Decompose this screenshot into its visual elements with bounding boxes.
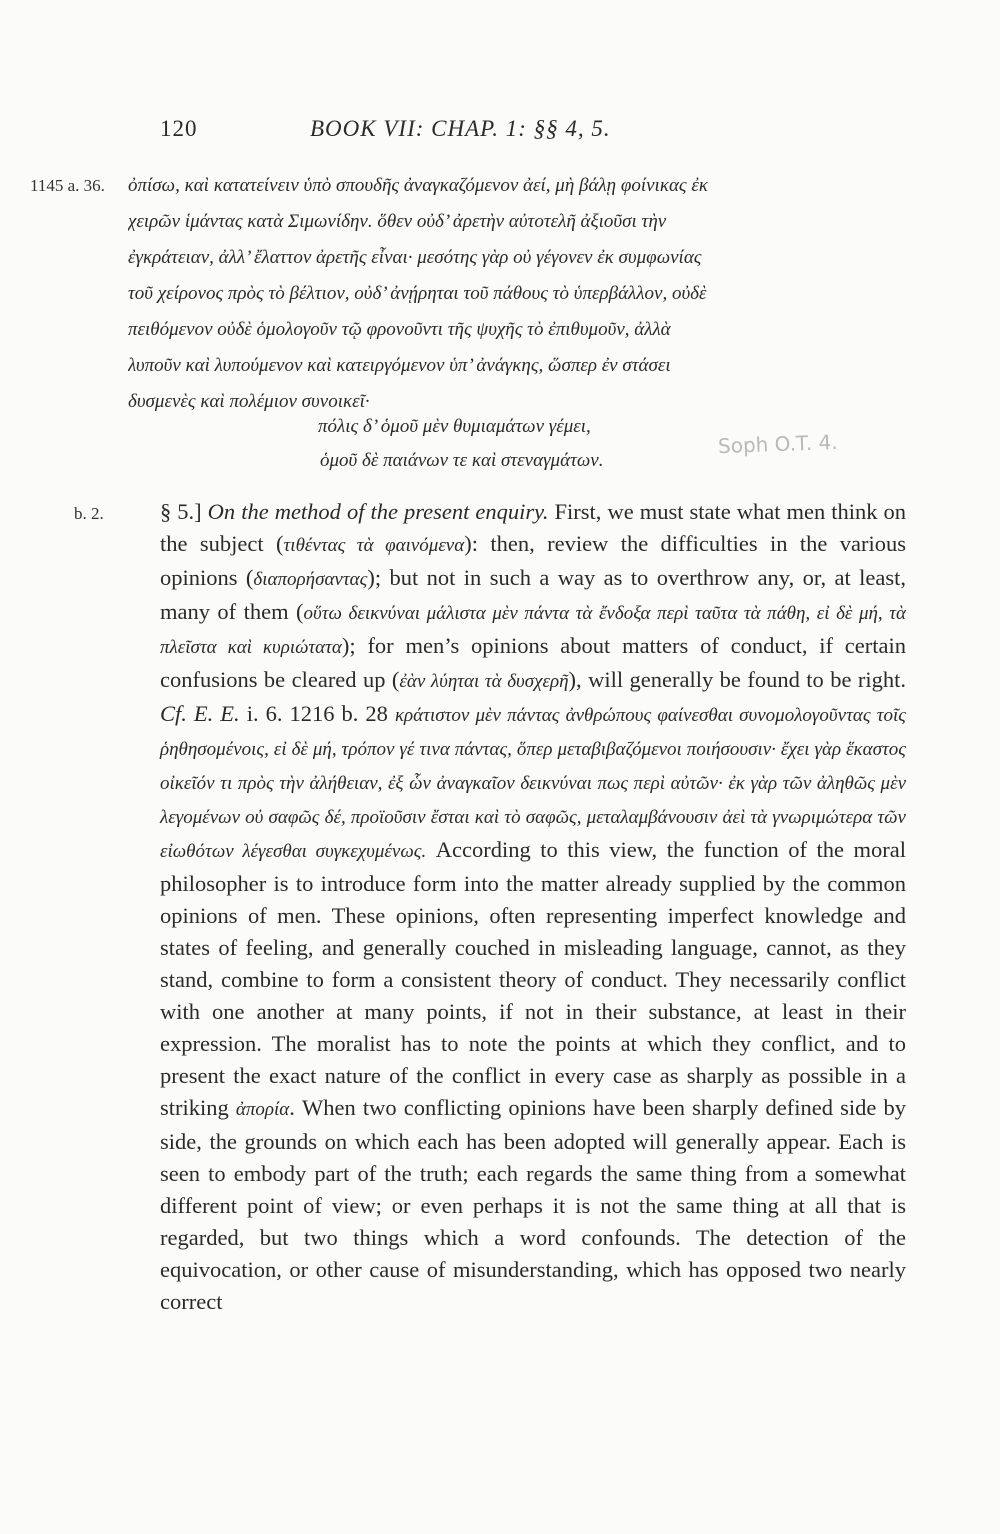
greek-line: πειθόμενον οὐδὲ ὁμολογοῦν τῷ φρονοῦντι τῆς ψυχῆς τὸ ἐπιθυμοῦν, ἀλλὰ: [128, 319, 671, 340]
body-text: ), will generally be found to be right.: [568, 667, 906, 692]
body-text: According to this view, the function of the moral philosopher is to introduce form into the matter already supplied by the common opinions of men. These opinions, often representing imperfect knowledge and states of feeling, and generally couched in misleading language, cannot, as they stand, combine to form a consistent theory of conduct. They necessarily conflict with one another at many points, if not in their substance, at least in their expression. The moralist has to note the points at which they conflict, and to present the exact nature of the conflict in every case as sharply as possible in a striking: [160, 837, 906, 1120]
greek-quotation: κράτιστον μὲν πάντας ἀνθρώπους φαίνεσθαι συνομολογοῦντας τοῖς ῥηθησομένοις, εἰ δὲ μή, τρόπον γέ τινα πάντας, ὅπερ μεταβιβαζόμενοι ποιήσουσιν· ἔχει γὰρ ἕκαστος οἰκεῖόν τι πρὸς τὴν ἀλήθειαν, ἐξ ὧν ἀναγκαῖον δεικνύναι πως περὶ αὐτῶν· ἐκ γὰρ τῶν ἀληθῶς μὲν λεγομένων οὐ σαφῶς δέ, προϊοῦσιν ἔσται καὶ τὸ σαφῶς, μεταλαμβάνουσιν ἀεὶ τὰ γνωριμώτερα τῶν εἰωθότων λέγεσθαι συγκεχυμένως.: [160, 705, 906, 862]
greek-phrase: ἐὰν λύηται τὰ δυσχερῆ: [399, 671, 569, 692]
greek-phrase: ἀπορία: [235, 1099, 290, 1120]
body-text: ); but not in such a way as to overthrow any, or, at least, many of them (: [160, 565, 907, 624]
margin-reference-1145a36: 1145 a. 36.: [30, 176, 105, 195]
body-text: . When two conflicting opinions have been sharply defined side by side, the grounds on which each has been adopted will generally appear. Each is seen to embody part of the truth; each regards the same thing from a somewhat different point of view; or even perhaps it is not the same thing at all that is regarded, but two things which a word confounds. The detection of the equivocation, or other cause of misunderstanding, which has opposed two nearly correct: [160, 1095, 906, 1314]
commentary-paragraph: [160, 496, 906, 1318]
commentary-text: [160, 496, 906, 1318]
greek-phrase: τιθέντας τὰ φαινόμενα: [283, 535, 465, 556]
section-mark: § 5.]: [160, 499, 202, 524]
greek-line: δυσμενὲς καὶ πολέμιον συνοικεῖ·: [128, 391, 370, 412]
margin-reference-b2: b. 2.: [74, 504, 104, 523]
page-number: 120: [160, 116, 198, 141]
verse-quotation: [318, 410, 738, 478]
running-head: BOOK VII: CHAP. 1: §§ 4, 5.: [310, 116, 611, 141]
body-text: First, we must state what men think on the subject (: [160, 499, 907, 556]
body-text: ): then, review the difficulties in the various opinions (: [160, 531, 906, 590]
greek-line: λυποῦν καὶ λυπούμενον καὶ κατειργόμενον ὑπ’ ἀνάγκης, ὥσπερ ἐν στάσει: [128, 355, 671, 376]
greek-line: ὀπίσω, καὶ κατατείνειν ὑπὸ σπουδῆς ἀναγκαζόμενον ἀεί, μὴ βάλῃ φοίνικας ἐκ: [128, 175, 708, 196]
greek-phrase: διαπορήσαντας: [253, 569, 368, 590]
section-title: On the method of the present enquiry.: [207, 499, 549, 524]
citation: Cf. E. E.: [160, 701, 240, 726]
page-header: [160, 116, 800, 146]
greek-line: χειρῶν ἱμάντας κατὰ Σιμωνίδην. ὅθεν οὐδ’ ἀρετὴν αὐτοτελῆ ἀξιοῦσι τὴν: [128, 211, 667, 232]
greek-passage: [128, 168, 908, 420]
greek-line: ἐγκράτειαν, ἀλλ’ ἔλαττον ἀρετῆς εἶναι· μεσότης γὰρ οὐ γέγονεν ἐκ συμφωνίας: [128, 247, 702, 268]
greek-line: τοῦ χείρονος πρὸς τὸ βέλτιον, οὐδ’ ἀνῄρηται τοῦ πάθους τὸ ὑπερβάλλον, οὐδὲ: [128, 283, 707, 304]
greek-phrase: οὕτω δεικνύναι μάλιστα μὲν πάντα τὰ ἔνδοξα περὶ ταῦτα τὰ πάθη, εἰ δὲ μή, τὰ πλεῖστα καὶ κυριώτατα: [160, 603, 906, 658]
body-text: i. 6. 1216 b. 28: [239, 701, 395, 726]
handwritten-annotation: Soph O.T. 4.: [717, 429, 838, 459]
body-text: ); for men’s opinions about matters of conduct, if certain confusions be cleared up (: [160, 633, 906, 692]
verse-line: ὁμοῦ δὲ παιάνων τε καὶ στεναγμάτων.: [320, 450, 604, 471]
verse-line: πόλις δ’ ὁμοῦ μὲν θυμιαμάτων γέμει,: [318, 416, 591, 437]
